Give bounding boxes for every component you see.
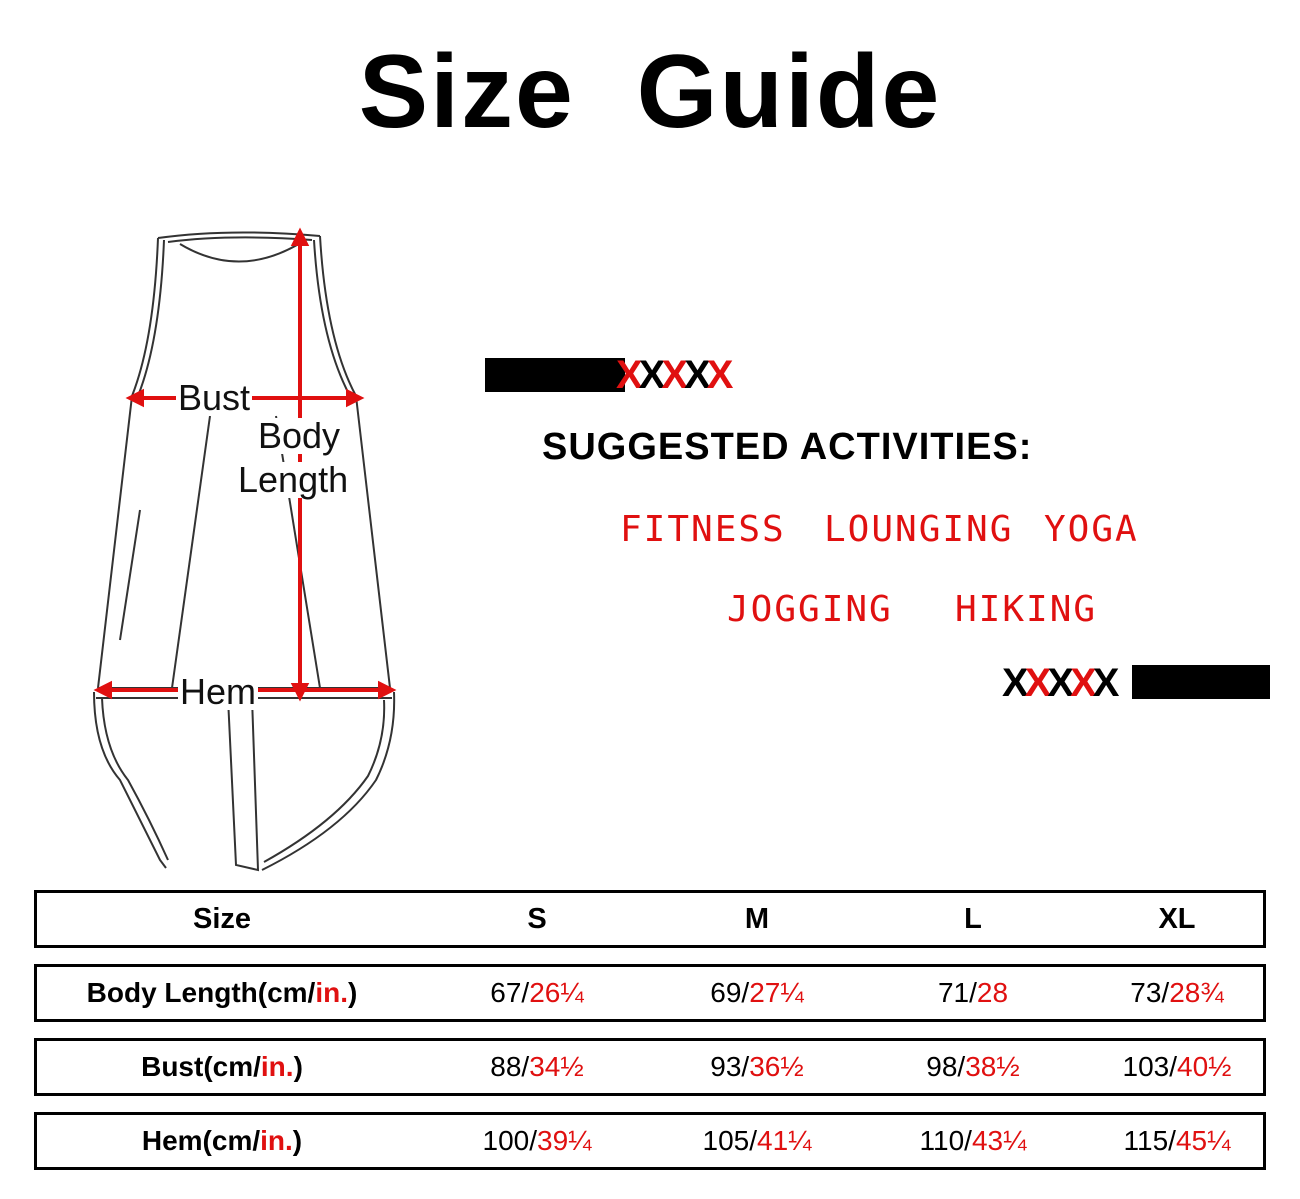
row-label-unit: in.: [260, 1125, 293, 1156]
cell-cm: 69/: [710, 977, 750, 1008]
cell-cm: 98/: [926, 1051, 966, 1082]
cell-cm: 105/: [702, 1125, 757, 1156]
row-label-close: ): [293, 1051, 303, 1082]
decor-marks-bottom: [1002, 661, 1116, 705]
activity-lounging: LOUNGING: [824, 509, 1014, 550]
cell-cm: 67/: [490, 977, 530, 1008]
cell-in: 34½: [529, 1051, 584, 1082]
decor-x-mark: X: [661, 353, 685, 397]
row-label-close: ): [348, 977, 358, 1008]
decor-x-mark: X: [684, 353, 707, 397]
cell-m: [657, 967, 857, 1019]
size-header-s: S: [527, 902, 547, 935]
row-label-text: Bust(cm/: [141, 1051, 261, 1082]
row-label-text: Body Length(cm/: [86, 977, 316, 1008]
cell-l: [873, 1041, 1073, 1093]
decor-x-mark: X: [1002, 661, 1025, 705]
row-label-unit: in.: [260, 1051, 294, 1082]
cell-cm: 93/: [710, 1051, 750, 1082]
cell-l: [873, 967, 1073, 1019]
cell-s: [437, 1041, 637, 1093]
cell-in: 45¼: [1175, 1125, 1231, 1156]
decor-x-mark: X: [638, 353, 662, 397]
table-row: [34, 1038, 1266, 1096]
row-label: [37, 1041, 407, 1093]
size-header-l: L: [964, 902, 982, 935]
cell-cm: 88/: [490, 1051, 530, 1082]
decor-x-mark: X: [1024, 661, 1048, 705]
body-length-label-line1: Body: [258, 415, 341, 456]
tank-top-outline: [80, 220, 420, 880]
cell-xl: [1077, 967, 1277, 1019]
table-header-row: [34, 890, 1266, 948]
cell-in: 40½: [1177, 1051, 1232, 1082]
hem-label: Hem: [180, 671, 257, 712]
row-label-close: ): [292, 1125, 303, 1156]
size-header-label: Size: [192, 902, 252, 935]
decor-x-mark: X: [616, 353, 639, 397]
cell-in: 27¼: [749, 977, 804, 1008]
body-length-label-line2: Length: [238, 459, 349, 500]
cell-in: 41¼: [757, 1125, 812, 1156]
decor-x-mark: X: [1092, 661, 1116, 705]
cell-s: [437, 967, 637, 1019]
cell-cm: 71/: [937, 977, 977, 1008]
cell-in: 28: [976, 977, 1009, 1008]
table-row: [34, 964, 1266, 1022]
cell-cm: 103/: [1122, 1051, 1177, 1082]
decor-bar-bottom: [1132, 665, 1270, 699]
activity-jogging: JOGGING: [727, 589, 893, 630]
cell-xl: [1077, 1041, 1277, 1093]
cell-m: [657, 1115, 857, 1167]
cell-m: [657, 1041, 857, 1093]
cell-in: 39¼: [537, 1125, 592, 1156]
bust-label: Bust: [178, 377, 251, 418]
cell-cm: 100/: [482, 1125, 537, 1156]
cell-cm: 115/: [1123, 1125, 1176, 1156]
activities-heading: SUGGESTED ACTIVITIES:: [542, 426, 1033, 468]
decor-x-mark: X: [1047, 661, 1071, 705]
decor-x-mark: X: [1070, 661, 1093, 705]
cell-in: 43¼: [971, 1125, 1027, 1156]
cell-xl: [1077, 1115, 1277, 1167]
cell-in: 28¾: [1169, 977, 1224, 1008]
page-title: Size Guide: [358, 34, 942, 150]
row-label: [37, 967, 407, 1019]
cell-in: 38½: [965, 1051, 1020, 1082]
activity-hiking: HIKING: [955, 589, 1098, 630]
cell-cm: 73/: [1130, 977, 1170, 1008]
cell-s: [437, 1115, 637, 1167]
row-label-text: Hem(cm/: [141, 1125, 261, 1156]
row-label-unit: in.: [315, 977, 348, 1008]
cell-in: 36½: [749, 1051, 804, 1082]
size-header-xl: XL: [1158, 902, 1196, 935]
cell-cm: 110/: [919, 1125, 972, 1156]
cell-in: 26¼: [529, 977, 584, 1008]
cell-l: [873, 1115, 1073, 1167]
decor-bar-top: [485, 358, 625, 392]
decor-marks-top: [616, 353, 730, 397]
size-header-m: M: [744, 902, 770, 935]
decor-x-mark: X: [706, 353, 730, 397]
table-row: [34, 1112, 1266, 1170]
tank-top-diagram: [80, 220, 420, 880]
activity-yoga: YOGA: [1044, 509, 1139, 550]
activity-fitness: FITNESS: [620, 509, 786, 550]
row-label: [37, 1115, 407, 1167]
